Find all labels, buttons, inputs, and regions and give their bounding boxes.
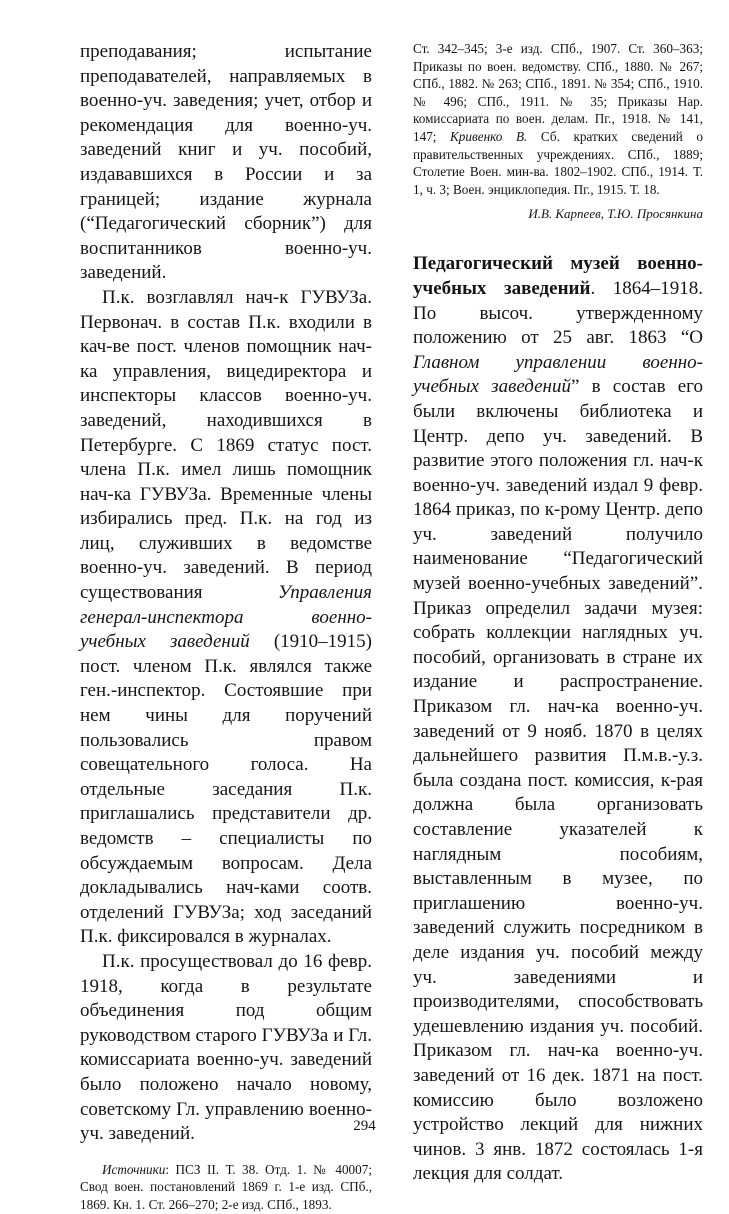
article-title: Педагогический музей военно-учебных заведений xyxy=(413,253,703,299)
refs-italic: Кривенко В. xyxy=(450,128,528,144)
article-museum xyxy=(413,252,703,1187)
article-text-b: ” в состав его были включены библиотека и Центр. депо уч. заведений. В развитие этого положения гл. нач-к военно-уч. заведений издал 9 февр. 1864 приказ, по к-рому Центр. депо уч. заведений получило наименование “Педагогический музей военно-учебных заведений”. Приказ определил задачи музея: собрать коллекции наглядных уч. пособий, организовать в стране их издание и распространение. Приказом гл. нач-ка военно-уч. заведений от 9 нояб. 1870 в целях дальнейшего развития П.м.в.-у.з. была создана пост. комиссия, к-рая должна была организовать составление указателей к наглядным пособиям, выставленным в музее, по приглашению военно-уч. заведений служить посредником в деле издания уч. пособий между уч. заведениями и производителями, способствовать удешевлению издания уч. пособий. Приказом гл. нач-ка военно-уч. заведений от 16 дек. 1871 на пост. комиссию было возложено устройство лекций для нижних чинов. 3 янв. 1872 состоялась 1-я лекция для солдат. xyxy=(413,376,703,1185)
left-column xyxy=(80,40,372,1214)
right-column xyxy=(413,40,703,1187)
sources-label: Источники xyxy=(102,1161,166,1177)
para2-text-b: (1910–1915) пост. членом П.к. являлся также ген.-инспектор. Состоявшие при нем чины для поручений пользовались правом совещательного голоса. На отдельные заседания П.к. приглашались представители др. ведомств – специалисты по обсуждаемым вопросам. Дела докладывались нач-ками соотв. отделений ГУВУЗа; ход заседаний П.к. фиксировался в журналах. xyxy=(80,631,372,948)
para2-italic: Управления генерал-инспектора военно-учебных заведений xyxy=(80,582,372,653)
left-paragraph-3: П.к. просуществовал до 16 февр. 1918, когда в результате объединения под общим руководством старого ГУВУЗа и Гл. комиссариата военно-уч. заведений было положено начало новому, советскому Гл. управлению военно-уч. заведений. xyxy=(80,950,372,1145)
left-paragraph-2 xyxy=(80,286,372,950)
refs-text-b: Сб. кратких сведений о правительственных учреждениях. СПб., 1889; Столетие Воен. мин-ва. 1802–1902. СПб., 1914. Т. 1, ч. 3; Воен. энциклопедия. Пг., 1915. Т. 18. xyxy=(413,128,704,197)
article-text-a: . 1864–1918. По высоч. утвержденному положению от 25 авг. 1863 “О xyxy=(413,277,703,349)
left-paragraph-1: преподавания; испытание преподавателей, направляемых в военно-уч. заведения; учет, отбор и рекомендация для военно-уч. заведений книг и уч. пособий, издававшихся в России и за границей; издание журнала (“Педагогический сборник”) для воспитанников военно-уч. заведений. xyxy=(80,41,372,284)
article-authors: И.В. Карпеев, Т.Ю. Просянкина xyxy=(528,206,703,222)
page-number: 294 xyxy=(353,1118,376,1134)
references-block xyxy=(413,40,703,198)
sources-block xyxy=(80,1161,372,1214)
para2-text-a: П.к. возглавлял нач-к ГУВУЗа. Первонач. в состав П.к. входили в кач-ве пост. членов помощник нач-ка управления, вицедиректора и инспекторы классов военно-уч. заведений, находившихся в Петербурге. С 1869 статус пост. члена П.к. имел лишь помощник нач-ка ГУВУЗа. Временные члены избирались пред. П.к. на год из лиц, служивших в ведомстве военно-уч. заведений. В период существования xyxy=(80,286,372,604)
sources-text: : ПСЗ II. Т. 38. Отд. 1. № 40007; Свод воен. постановлений 1869 г. 1-е изд. СПб., 1869. Кн. 1. Ст. 266–270; 2-е изд. СПб., 1893. xyxy=(80,1161,372,1212)
article-italic: Главном управлении военно-учебных заведений xyxy=(413,351,703,398)
refs-text-a: Ст. 342–345; 3-е изд. СПб., 1907. Ст. 360–363; Приказы по воен. ведомству. СПб., 1880. № 267; СПб., 1882. № 263; СПб., 1891. № 354; СПб., 1910. № 496; СПб., 1911. № 35; Приказы Нар. комиссариата по воен. делам. Пг., 1918. № 141, 147; xyxy=(413,41,703,144)
